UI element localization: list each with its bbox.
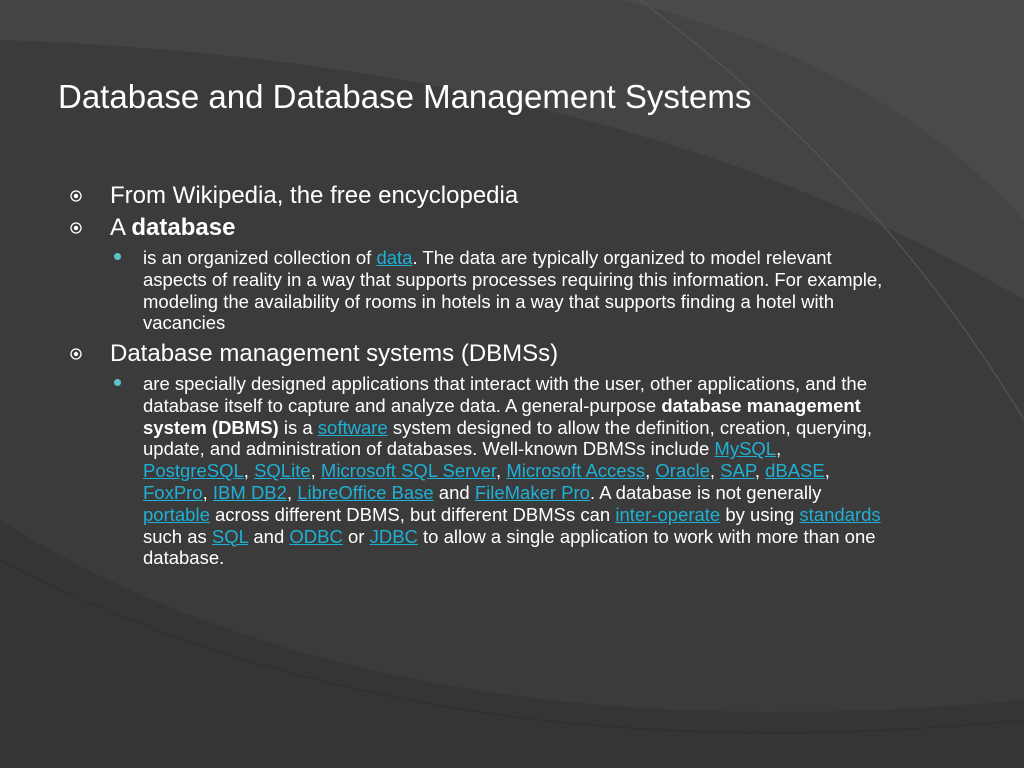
link-microsoft-sql-server[interactable]: Microsoft SQL Server (320, 460, 497, 482)
link-sql[interactable]: SQL (211, 525, 249, 547)
link-ibm-db2[interactable]: IBM DB2 (212, 481, 287, 503)
paragraph (143, 373, 883, 569)
text-run: or (342, 525, 370, 547)
link-inter-operate[interactable]: inter-operate (615, 503, 721, 525)
link-sap[interactable]: SAP (720, 460, 755, 482)
bullet-text (110, 213, 235, 243)
text-run: and (433, 481, 475, 503)
link-standards[interactable]: standards (799, 503, 881, 525)
target-bullet-icon (70, 190, 82, 202)
link-foxpro[interactable]: FoxPro (143, 481, 203, 503)
link-data[interactable]: data (376, 247, 413, 268)
text-run: , (709, 460, 721, 482)
bullet-bold-term: database (131, 214, 236, 241)
paragraph (143, 247, 883, 334)
bullet-text: Database management systems (DBMSs) (110, 340, 559, 367)
text-run: . The data are typically organized to model relevant aspects of reality in a way that supports processes requiring this information. For example, modeling the availability of rooms in hotels in a way that supports finding a hotel with vacancies (143, 247, 883, 334)
bullet-prefix: A (110, 214, 132, 241)
text-run: such as (143, 525, 212, 547)
text-run: , (243, 460, 255, 482)
sub-bullet-dot-icon (114, 253, 121, 260)
text-run: , (310, 460, 321, 482)
link-filemaker-pro[interactable]: FileMaker Pro (474, 481, 590, 503)
text-run: by using (720, 503, 800, 525)
link-dbase[interactable]: dBASE (765, 460, 825, 482)
slide-title: Database and Database Management Systems (58, 78, 752, 115)
text-run: and (248, 525, 290, 547)
link-odbc[interactable]: ODBC (289, 525, 343, 547)
text-run: are specially designed applications that interact with the user, other applications, and the database itself to capture and analyze data. A general-purpose (143, 373, 868, 416)
link-mysql[interactable]: MySQL (714, 438, 777, 460)
link-portable[interactable]: portable (143, 503, 210, 525)
link-software[interactable]: software (317, 416, 388, 438)
link-postgresql[interactable]: PostgreSQL (143, 460, 244, 482)
link-microsoft-access[interactable]: Microsoft Access (506, 460, 646, 482)
text-run: , (496, 460, 507, 482)
bold-term: database management system (DBMS) (143, 394, 861, 438)
text-run: system designed to allow the definition, creation, querying, update, and administration of databases. Well-known DBMSs include (143, 416, 873, 460)
text-run: , (776, 438, 782, 460)
text-run: is an organized collection of (143, 247, 377, 268)
text-run: . A database is not generally (589, 481, 822, 503)
sub-bullet-dot-icon (114, 379, 121, 386)
text-run: is a (278, 416, 318, 438)
text-run: , (202, 481, 213, 503)
link-oracle[interactable]: Oracle (655, 460, 710, 482)
text-run: , (824, 460, 830, 482)
target-bullet-icon (70, 348, 82, 360)
bullet-text: From Wikipedia, the free encyclopedia (110, 182, 519, 209)
link-sqlite[interactable]: SQLite (254, 460, 311, 482)
text-run: to allow a single application to work with more than one database. (143, 525, 876, 569)
link-libreoffice-base[interactable]: LibreOffice Base (297, 481, 434, 503)
text-run: , (645, 460, 656, 482)
text-run: , (754, 460, 766, 482)
text-run: , (286, 481, 298, 503)
target-bullet-icon (70, 222, 82, 234)
text-run: across different DBMS, but different DBMSs can (209, 503, 616, 525)
link-jdbc[interactable]: JDBC (369, 525, 418, 547)
